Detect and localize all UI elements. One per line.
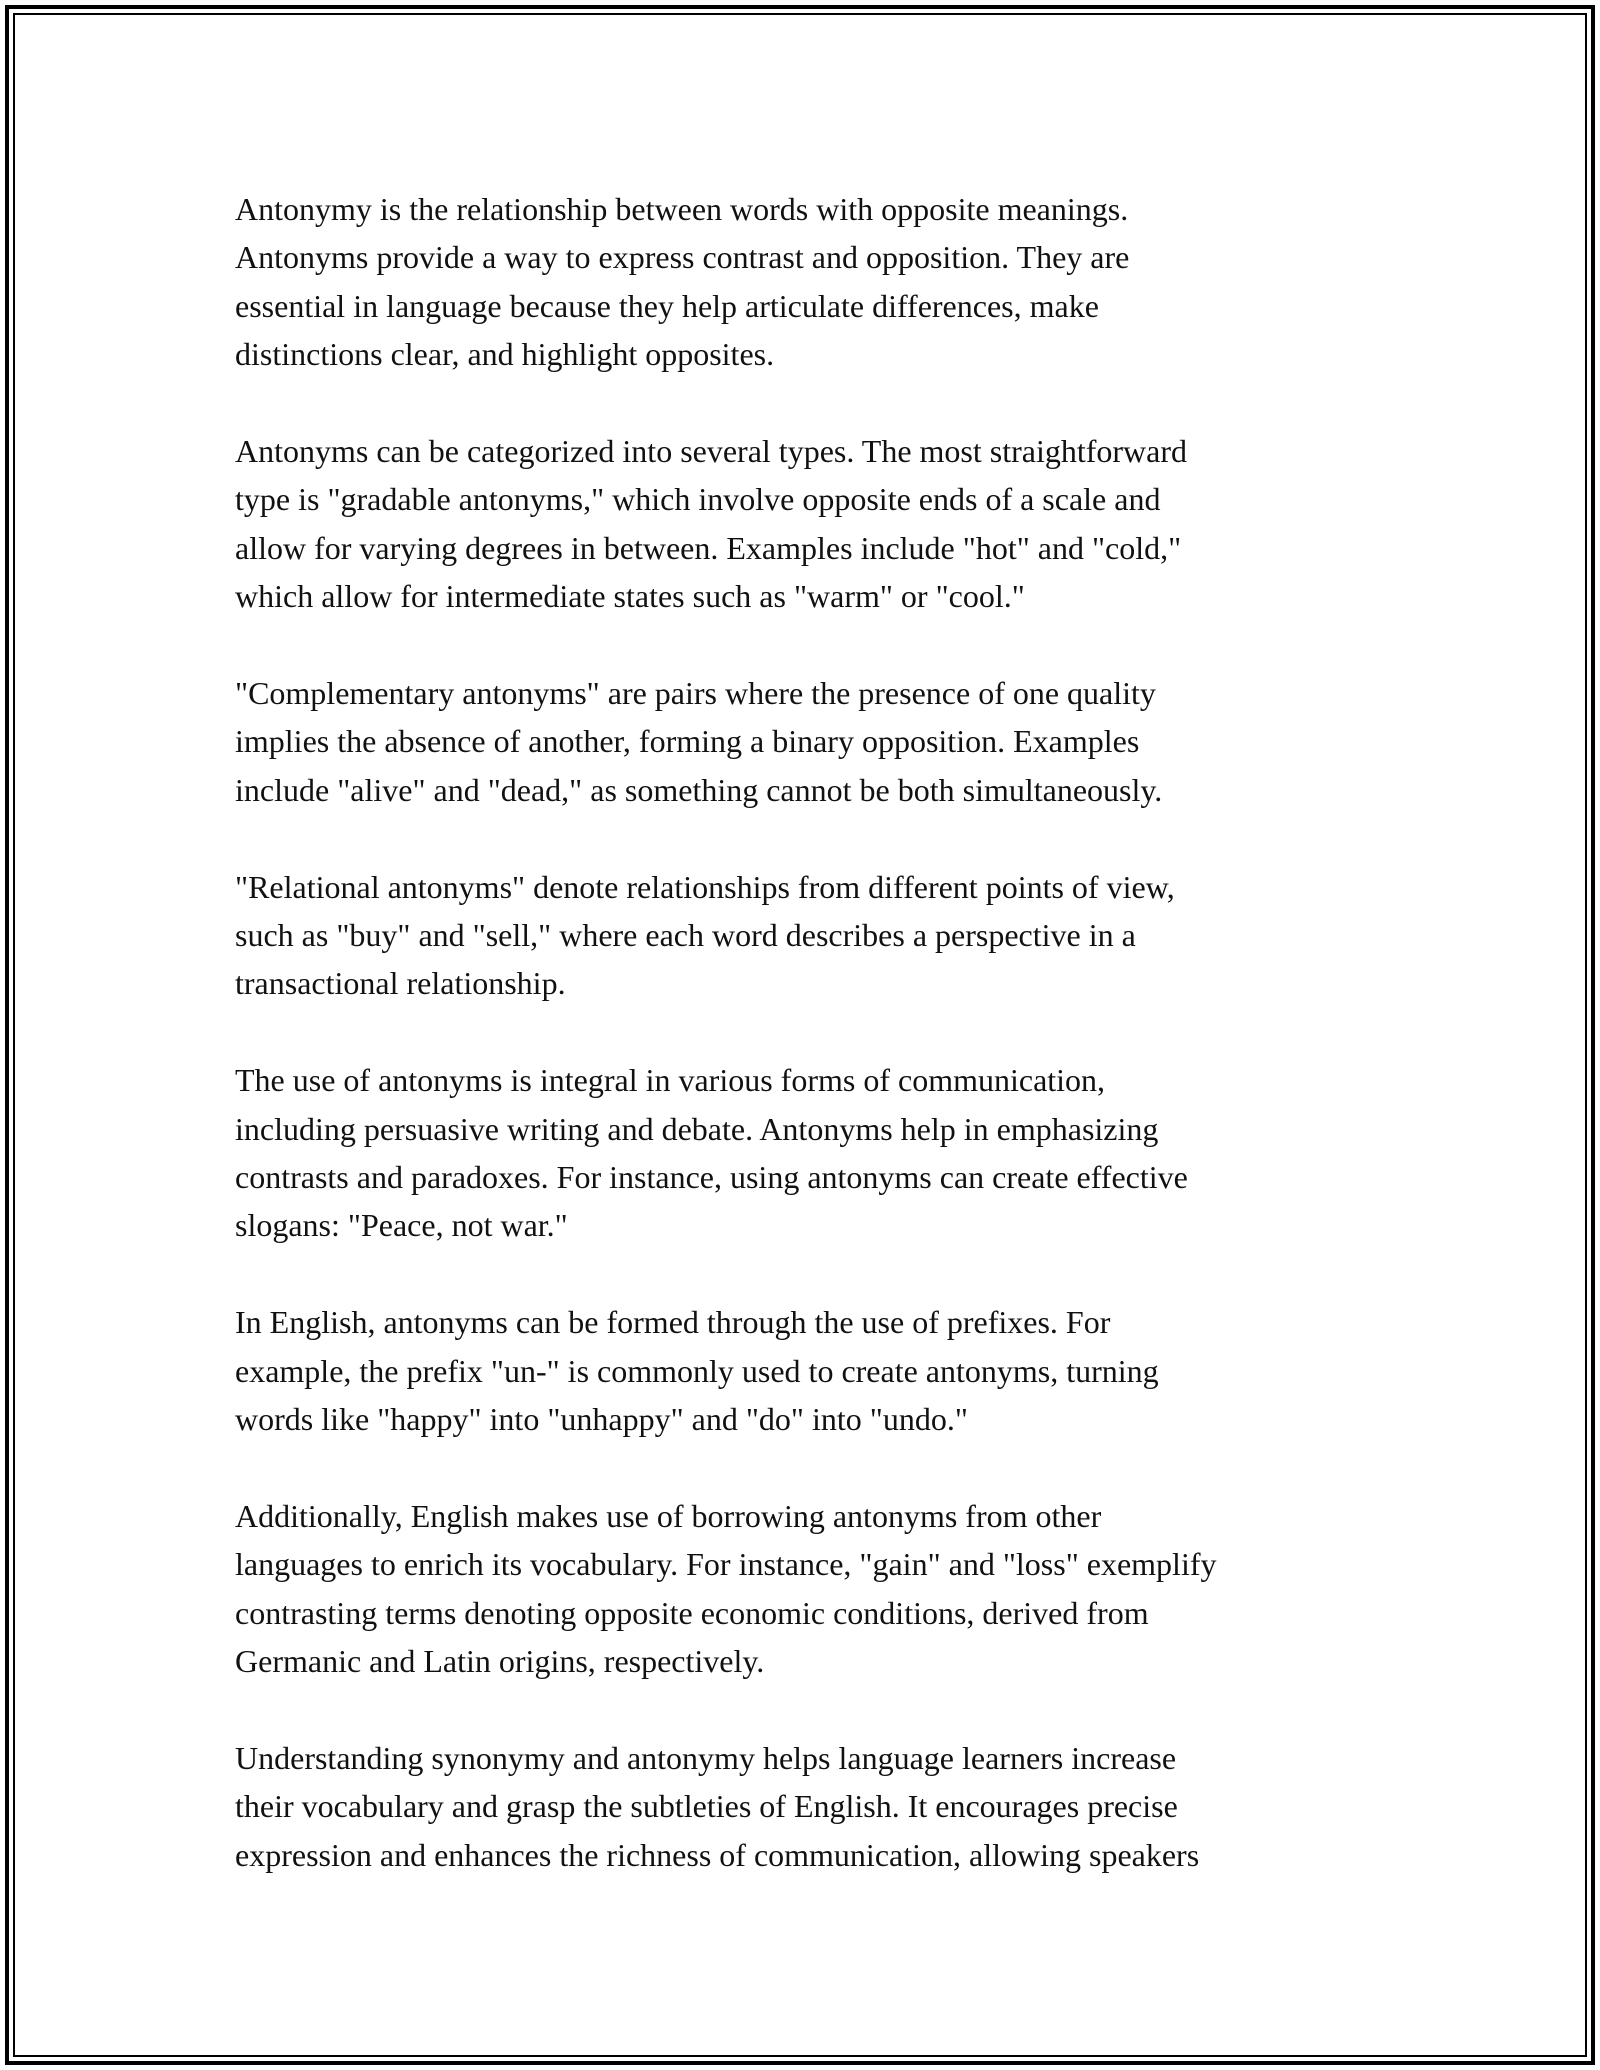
paragraph: Understanding synonymy and antonymy helps language learners increase their vocabulary and grasp the subtleties of English. It encourages precise expression and enhances the richness of communication, allowing speakers: [235, 1739, 1200, 1873]
document-body: [235, 185, 1380, 1928]
paragraph: Antonyms can be categorized into several types. The most straightforward type is "gradable antonyms," which involve opposite ends of a scale and allow for varying degrees in between. Examples include "hot" and "cold," which allow for intermediate states such as "warm" or "cool.": [235, 433, 1188, 615]
paragraph: In English, antonyms can be formed through the use of prefixes. For example, the prefix "un-" is commonly used to create antonyms, turning words like "happy" into "unhappy" and "do" into "undo.": [235, 1304, 1159, 1438]
paragraph: "Relational antonyms" denote relationships from different points of view, such as "buy" and "sell," where each word describes a perspective in a transactional relationship.: [235, 868, 1175, 1002]
paragraph: The use of antonyms is integral in various forms of communication, including persuasive writing and debate. Antonyms help in emphasizing contrasts and paradoxes. For instance, using antonyms can create effective slogans: "Peace, not war.": [235, 1062, 1188, 1244]
paragraph: Antonymy is the relationship between words with opposite meanings. Antonyms provide a way to express contrast and opposition. They are essential in language because they help articulate differences, make distinctions clear, and highlight opposites.: [235, 191, 1130, 373]
paragraph: Additionally, English makes use of borrowing antonyms from other languages to enrich its vocabulary. For instance, "gain" and "loss" exemplify contrasting terms denoting opposite economic conditions, derived from Germanic and Latin origins, respectively.: [235, 1497, 1217, 1680]
paragraph: "Complementary antonyms" are pairs where the presence of one quality implies the absence of another, forming a binary opposition. Examples include "alive" and "dead," as something cannot be both simultaneously.: [235, 675, 1163, 808]
